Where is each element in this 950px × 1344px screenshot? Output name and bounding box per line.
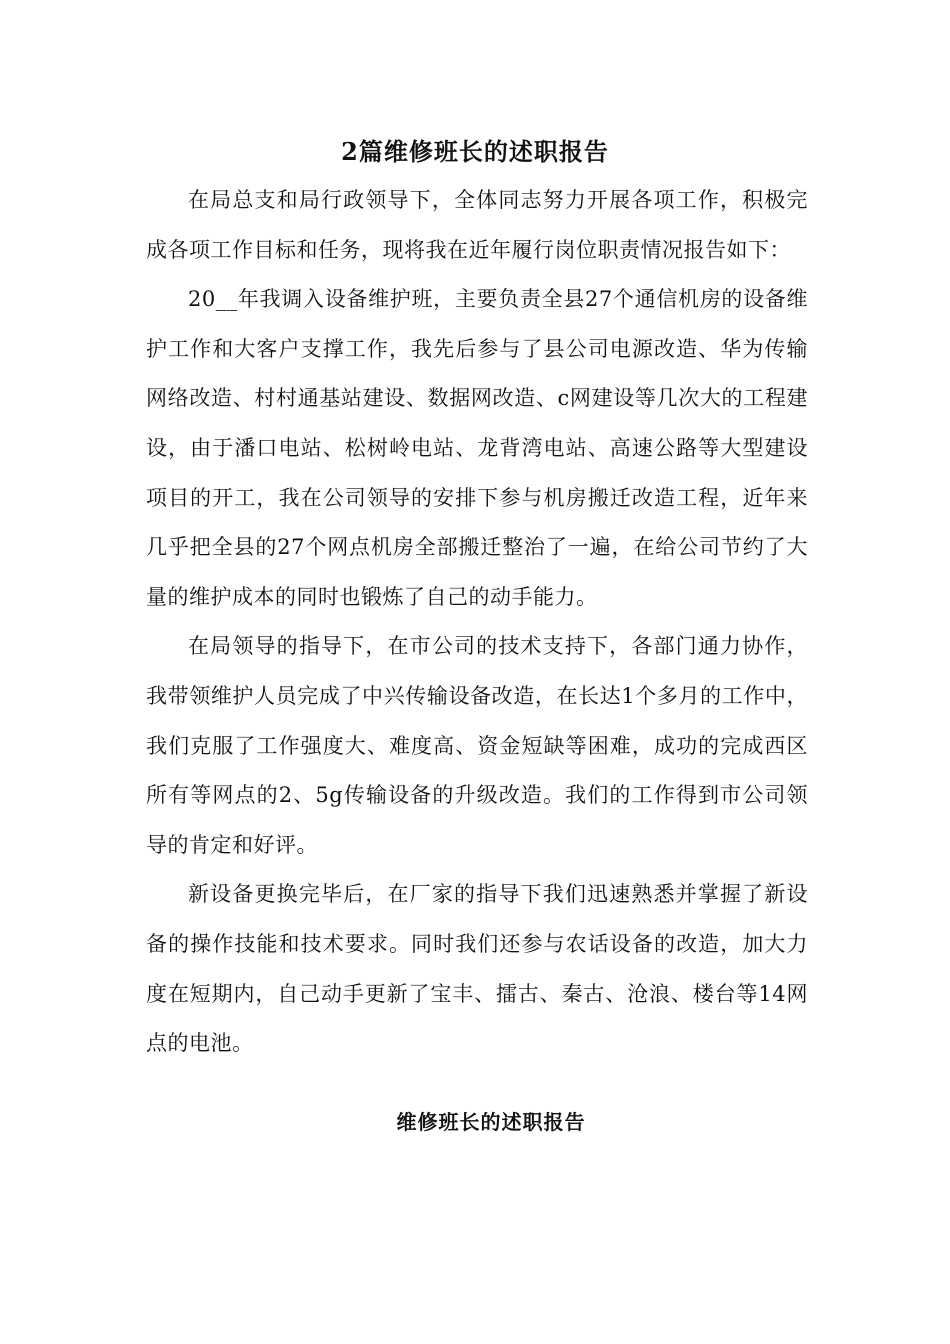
paragraph-transmission-upgrade: 在局领导的指导下，在市公司的技术支持下，各部门通力协作，我带领维护人员完成了中兴传输设备改造，在长达1个多月的工作中，我们克服了工作强度大、难度高、资金短缺等困难，成功的完成西区所有等网点的2、5g传输设备的升级改造。我们的工作得到市公司领导的肯定和好评。 [146, 634, 808, 857]
paragraph-maintenance-work: 20__年我调入设备维护班，主要负责全县27个通信机房的设备维护工作和大客户支撑工作，我先后参与了县公司电源改造、华为传输网络改造、村村通基站建设、数据网改造、c网建设等几次大的工程建设，由于潘口电站、松树岭电站、龙背湾电站、高速公路等大型建设项目的开工，我在公司领导的安排下参与机房搬迁改造工程，近年来几乎把全县的27个网点机房全部搬迁整治了一遍，在给公司节约了大量的维护成本的同时也锻炼了自己的动手能力。 [146, 287, 808, 609]
paragraph-new-equipment: 新设备更换完毕后，在厂家的指导下我们迅速熟悉并掌握了新设备的操作技能和技术要求。同时我们还参与农话设备的改造，加大力度在短期内，自己动手更新了宝丰、擂古、秦古、沧浪、楼台等14网点的电池。 [146, 882, 808, 1056]
section-title: 维修班长的述职报告 [396, 1110, 586, 1134]
paragraph-intro: 在局总支和局行政领导下，全体同志努力开展各项工作，积极完成各项工作目标和任务，现将我在近年履行岗位职责情况报告如下： [146, 188, 808, 262]
document-body [146, 176, 808, 1069]
document-title: 2篇维修班长的述职报告 [341, 137, 609, 166]
